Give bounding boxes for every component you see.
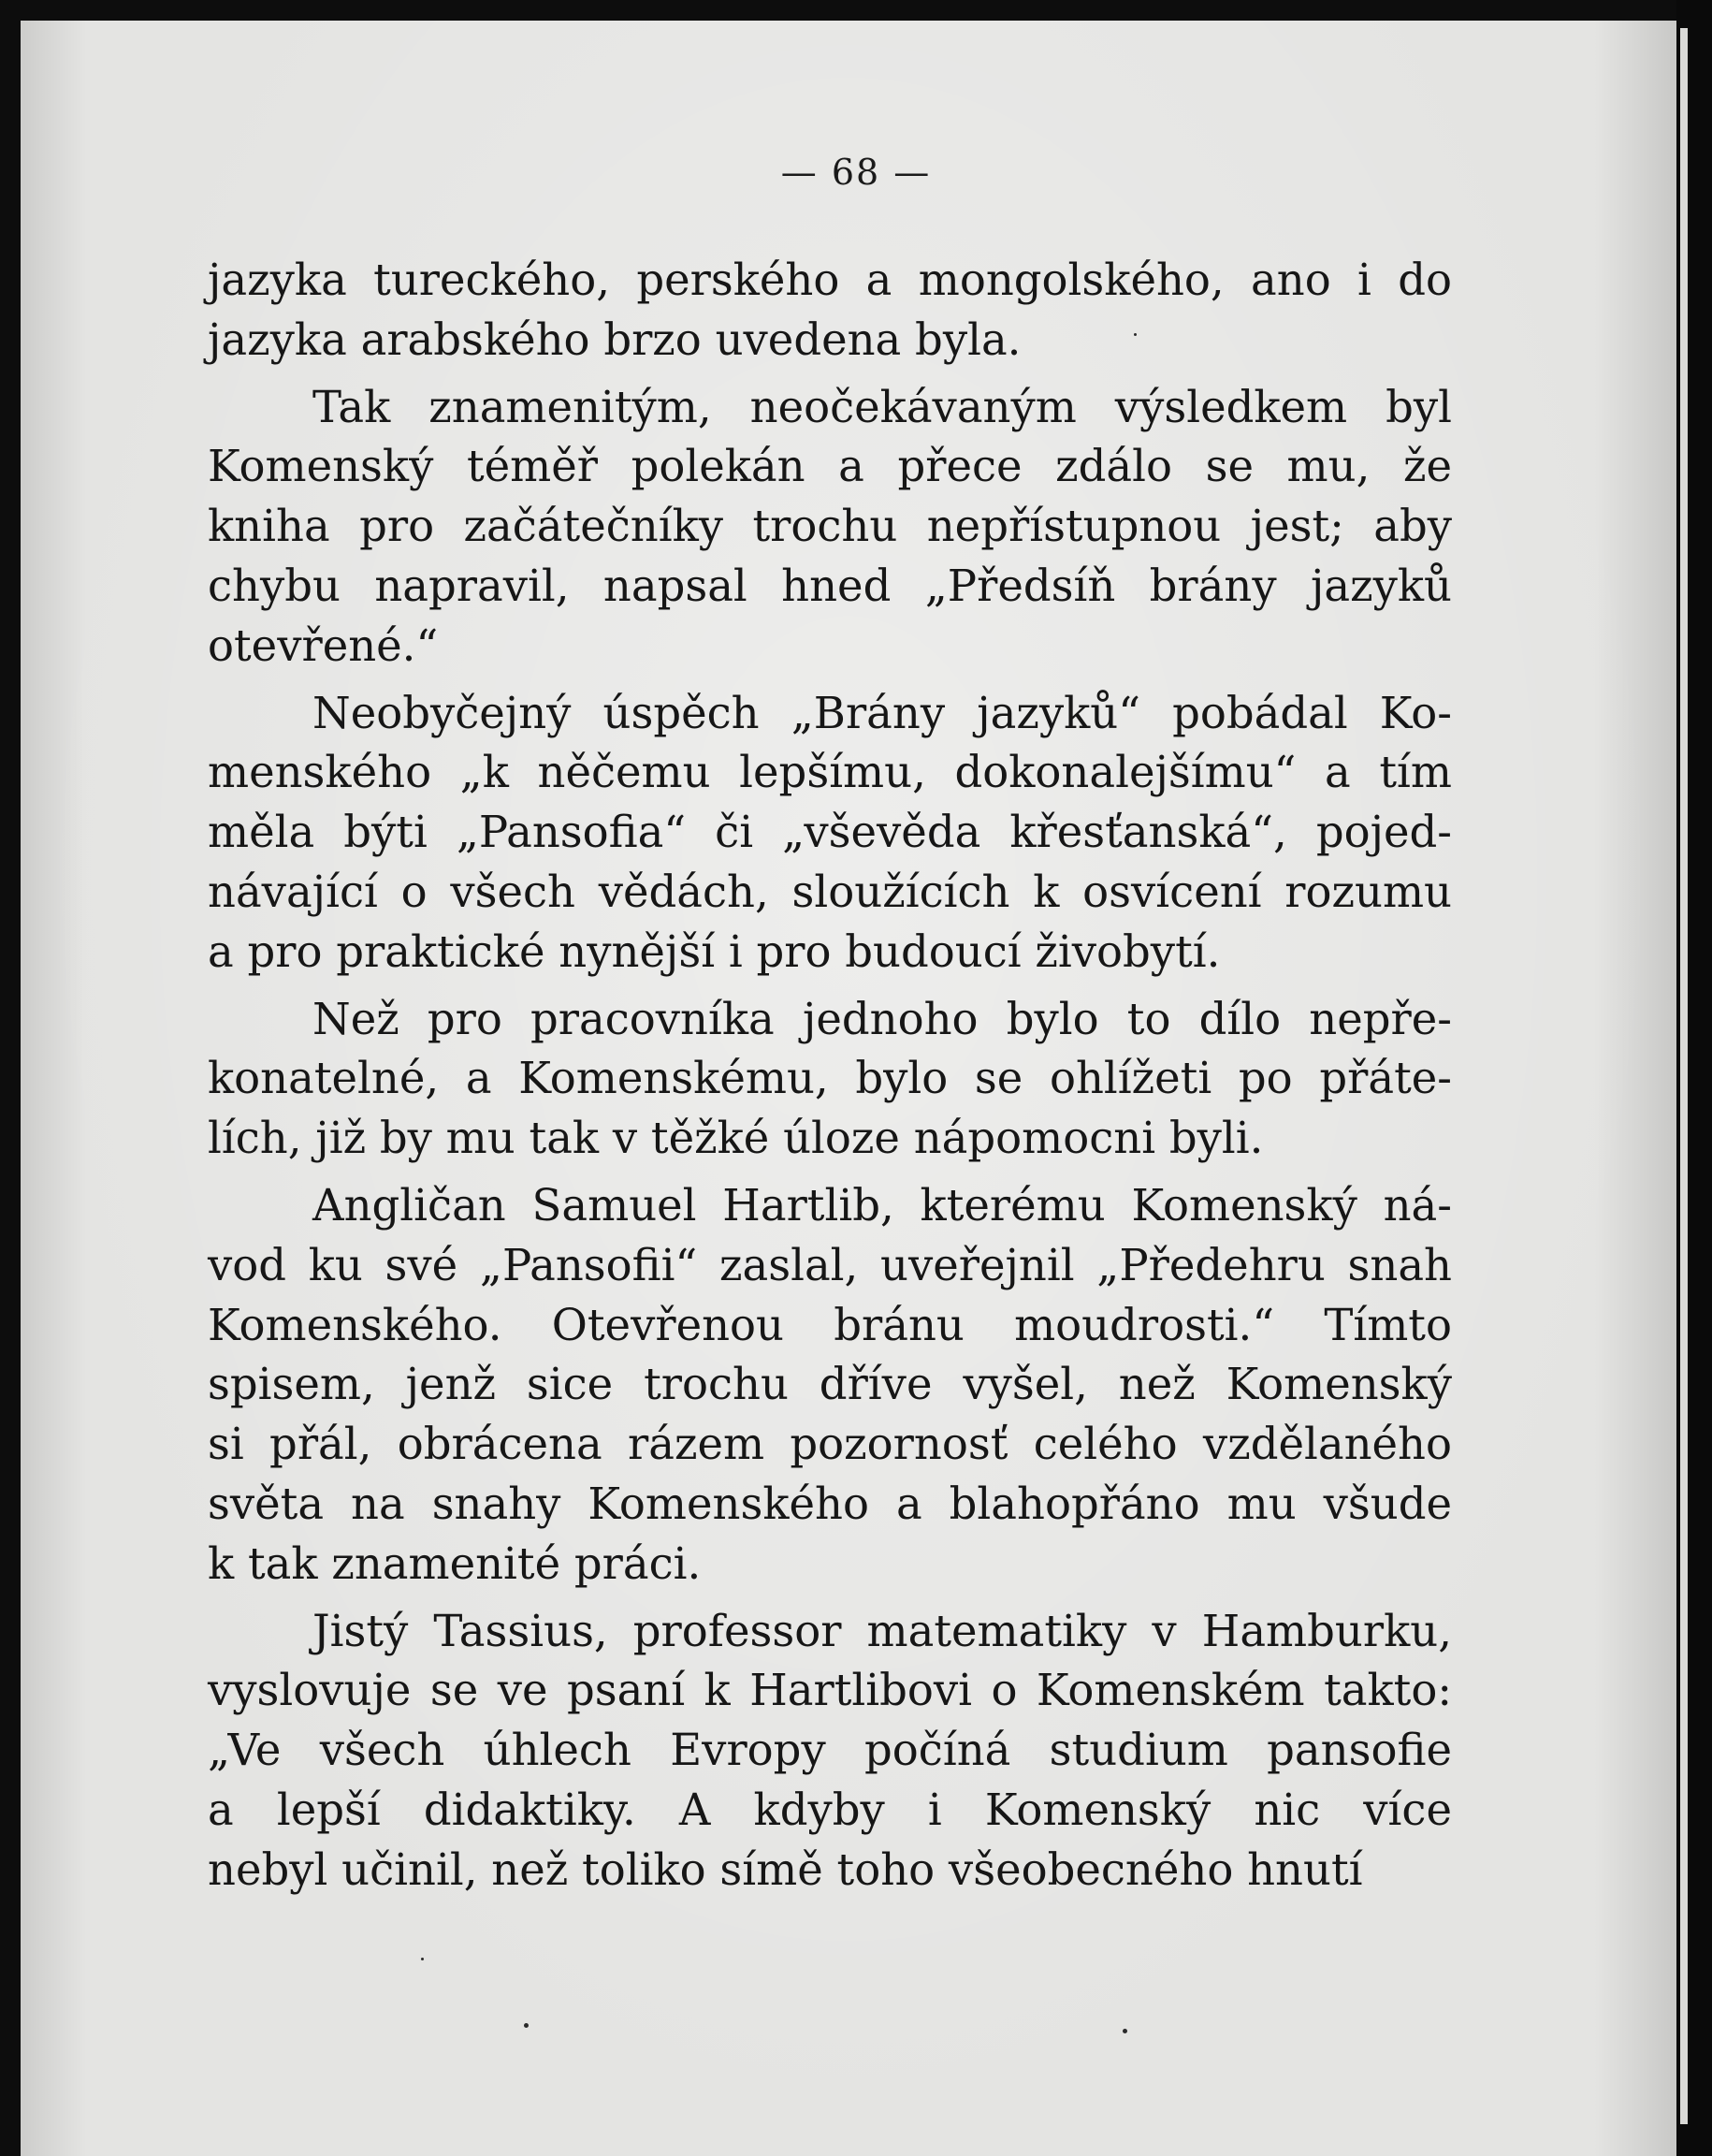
text-line: si přál, obrácena rázem pozornosť celého vzdělaného — [208, 1419, 1452, 1470]
text-line: Komenský téměř polekán a přece zdálo se mu, že — [208, 441, 1452, 492]
text-line: světa na snahy Komenského a blahopřáno mu všude — [208, 1478, 1452, 1529]
text-line: Tak znamenitým, neočekávaným výsledkem byl — [312, 381, 1452, 432]
text-line: Angličan Samuel Hartlib, kterému Komenský ná- — [312, 1179, 1452, 1231]
text-line: Jistý Tassius, professor matematiky v Hamburku, — [312, 1605, 1452, 1656]
body-text — [208, 251, 1452, 1901]
text-line: menského „k něčemu lepšímu, dokonalejšímu“ a tím — [208, 747, 1452, 798]
text-line: Neobyčejný úspěch „Brány jazyků“ pobádal Ko- — [312, 687, 1452, 738]
scan-speck — [1123, 2029, 1127, 2033]
paragraph-gap — [208, 983, 1452, 990]
paragraph-gap — [208, 677, 1452, 684]
text-line: Než pro pracovníka jednoho bylo to dílo nepře- — [312, 993, 1452, 1044]
text-line: chybu napravil, napsal hned „Předsíň brány jazyků — [208, 560, 1452, 611]
text-line: a lepší didaktiky. A kdyby i Komenský nic více — [208, 1784, 1452, 1835]
text-line: spisem, jenž sice trochu dříve vyšel, než Komenský — [208, 1359, 1452, 1410]
paragraph-gap — [208, 1169, 1452, 1176]
text-line: nebyl učinil, než toliko símě toho všeobecného hnutí — [208, 1843, 1363, 1895]
text-line: vyslovuje se ve psaní k Hartlibovi o Komenském takto: — [208, 1665, 1452, 1716]
text-line: vod ku své „Pansofii“ zaslal, uveřejnil „Předehru snah — [208, 1239, 1452, 1290]
text-line: Komenského. Otevřenou bránu moudrosti.“ Tímto — [208, 1299, 1452, 1350]
text-line: jazyka tureckého, perského a mongolského, ano i do — [208, 255, 1452, 305]
text-line: k tak znamenité práci. — [208, 1537, 702, 1589]
text-line: návající o všech vědách, sloužících k osvícení rozumu — [208, 866, 1452, 917]
scan-speck — [421, 1958, 424, 1960]
text-line: otevřené.“ — [208, 619, 439, 671]
text-line: jazyka arabského brzo uvedena byla. — [208, 313, 1022, 365]
scan-speck — [1134, 333, 1137, 336]
text-line: lích, již by mu tak v těžké úloze nápomocni byli. — [208, 1113, 1264, 1164]
next-page-edge — [1680, 28, 1688, 2124]
paragraph-gap — [208, 371, 1452, 378]
paragraph-gap — [208, 1595, 1452, 1602]
text-line: „Ve všech úhlech Evropy počíná studium pansofie — [208, 1725, 1452, 1776]
text-line: konatelné, a Komenskému, bylo se ohlížeti po přáte- — [208, 1053, 1452, 1104]
text-line: měla býti „Pansofia“ či „vševěda křesťanská“, pojed- — [208, 807, 1452, 858]
text-line: a pro praktické nynější i pro budoucí živobytí. — [208, 925, 1221, 977]
page-number: — 68 — — [780, 152, 932, 193]
text-line: kniha pro začátečníky trochu nepřístupnou jest; aby — [208, 501, 1452, 552]
scan-speck — [524, 2023, 529, 2028]
